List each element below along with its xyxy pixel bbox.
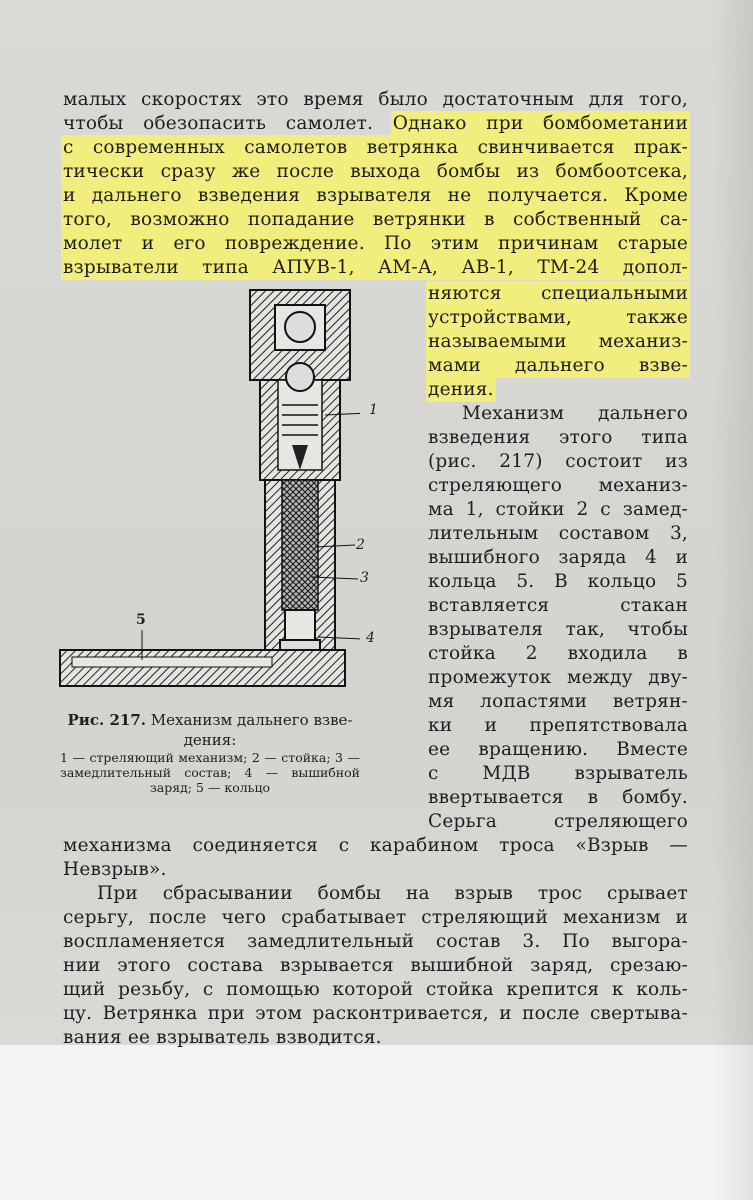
text-segment: щий резьбу, с помощью которой стойка крепится к коль- bbox=[63, 979, 688, 1000]
text-segment: воспламеняется замедлительный состав 3. По выгора- bbox=[63, 931, 688, 952]
text-line bbox=[63, 906, 688, 930]
highlighted-text: с современных самолетов ветрянка свинчивается прак- bbox=[63, 137, 688, 158]
text-line bbox=[462, 402, 688, 426]
text-line bbox=[63, 112, 688, 136]
text-segment: Невзрыв». bbox=[63, 859, 167, 880]
figure-label-5: 5 bbox=[136, 612, 146, 628]
text-line bbox=[428, 498, 688, 522]
text-segment: лительным составом 3, bbox=[428, 523, 688, 544]
text-line bbox=[63, 858, 688, 882]
text-segment: ввертывается в бомбу. bbox=[428, 787, 688, 808]
text-line bbox=[63, 136, 688, 160]
text-line bbox=[63, 160, 688, 184]
text-line bbox=[428, 738, 688, 762]
text-segment: Механизм дальнего bbox=[462, 403, 688, 424]
text-line bbox=[428, 282, 688, 306]
highlighted-text: и дальнего взведения взрывателя не получается. Кроме bbox=[63, 185, 688, 206]
ring-plate bbox=[60, 650, 345, 686]
fuse-body bbox=[250, 290, 350, 670]
highlighted-text: взрыватели типа АПУВ-1, АМ-А, АВ-1, ТМ-24 допол- bbox=[63, 257, 688, 278]
text-segment: нии этого состава взрывается вышибной заряд, срезаю- bbox=[63, 955, 688, 976]
text-segment: ее вращению. Вместе bbox=[428, 739, 688, 760]
caption-number: Рис. 217. bbox=[67, 711, 147, 729]
text-line bbox=[63, 1002, 688, 1026]
text-line bbox=[428, 666, 688, 690]
text-segment: вания ее взрыватель взводится. bbox=[63, 1027, 382, 1048]
text-line bbox=[63, 256, 688, 280]
highlighted-text: няются специальными bbox=[428, 283, 688, 304]
caption-legend: 1 — стреляющий механизм; 2 — стойка; 3 — замедлительный состав; 4 — вышибной заряд; 5 — кольцо bbox=[60, 750, 360, 795]
highlighted-text: называемыми механиз- bbox=[428, 331, 688, 352]
text-segment: вставляется стакан bbox=[428, 595, 688, 616]
text-line bbox=[63, 834, 688, 858]
text-line bbox=[428, 618, 688, 642]
text-line bbox=[63, 954, 688, 978]
text-line bbox=[428, 810, 688, 834]
page-edge-shadow bbox=[713, 0, 753, 1200]
text-line bbox=[63, 1026, 688, 1050]
text-segment: малых скоростях это время было достаточным для того, bbox=[63, 89, 688, 110]
figure-label-2: 2 bbox=[356, 537, 365, 553]
text-segment: ки и препятствовала bbox=[428, 715, 688, 736]
highlighted-text: того, возможно попадание ветрянки в собственный са- bbox=[63, 209, 688, 230]
text-line bbox=[428, 594, 688, 618]
text-line bbox=[63, 184, 688, 208]
highlighted-text: молет и его повреждение. По этим причинам старые bbox=[63, 233, 688, 254]
text-line bbox=[428, 522, 688, 546]
figure-caption bbox=[60, 710, 360, 795]
text-segment: взведения этого типа bbox=[428, 427, 688, 448]
text-segment: промежуток между дву- bbox=[428, 667, 688, 688]
text-line bbox=[428, 426, 688, 450]
text-line bbox=[428, 546, 688, 570]
text-segment: кольца 5. В кольцо 5 bbox=[428, 571, 688, 592]
figure-label-4: 4 bbox=[366, 630, 375, 646]
highlighted-text: дения. bbox=[428, 379, 494, 400]
text-segment: (рис. 217) состоит из bbox=[428, 451, 688, 472]
text-line bbox=[428, 786, 688, 810]
text-line bbox=[428, 474, 688, 498]
text-segment: Серьга стреляющего bbox=[428, 811, 688, 832]
text-line bbox=[428, 714, 688, 738]
figure-label-1: 1 bbox=[369, 402, 378, 418]
text-line bbox=[63, 930, 688, 954]
highlighted-text: устройствами, также bbox=[428, 307, 688, 328]
text-line bbox=[428, 354, 688, 378]
blank-scan-area bbox=[0, 1045, 753, 1200]
text-segment: При сбрасывании бомбы на взрыв трос срывает bbox=[97, 883, 688, 904]
text-line bbox=[63, 978, 688, 1002]
text-segment: чтобы обезопасить самолет. bbox=[63, 113, 393, 134]
figure-217-mechanism-diagram bbox=[50, 285, 360, 695]
text-segment: стойка 2 входила в bbox=[428, 643, 688, 664]
text-line bbox=[428, 378, 688, 402]
text-line bbox=[428, 690, 688, 714]
text-segment: мя лопастями ветрян- bbox=[428, 691, 688, 712]
text-line bbox=[63, 232, 688, 256]
text-segment: механизма соединяется с карабином троса «Взрыв — bbox=[63, 835, 688, 856]
text-line bbox=[428, 330, 688, 354]
highlighted-text: мами дальнего взве- bbox=[428, 355, 688, 376]
text-segment: ма 1, стойки 2 с замед- bbox=[428, 499, 688, 520]
text-line bbox=[428, 762, 688, 786]
text-segment: серьгу, после чего срабатывает стреляющий механизм и bbox=[63, 907, 688, 928]
text-segment: с МДВ взрыватель bbox=[428, 763, 688, 784]
highlighted-text: Однако при бомбометании bbox=[392, 113, 688, 134]
text-line bbox=[428, 450, 688, 474]
text-segment: взрывателя так, чтобы bbox=[428, 619, 688, 640]
text-line bbox=[428, 570, 688, 594]
text-segment: цу. Ветрянка при этом расконтривается, и после свертыва- bbox=[63, 1003, 688, 1024]
text-segment: стреляющего механиз- bbox=[428, 475, 688, 496]
highlighted-text: тически сразу же после выхода бомбы из бомбоотсека, bbox=[63, 161, 688, 182]
text-line bbox=[63, 88, 688, 112]
text-line bbox=[97, 882, 688, 906]
text-line bbox=[428, 642, 688, 666]
text-segment: вышибного заряда 4 и bbox=[428, 547, 688, 568]
caption-title: Механизм дальнего взве-дения: bbox=[150, 711, 353, 749]
text-line bbox=[428, 306, 688, 330]
text-line bbox=[63, 208, 688, 232]
figure-label-3: 3 bbox=[360, 570, 369, 586]
